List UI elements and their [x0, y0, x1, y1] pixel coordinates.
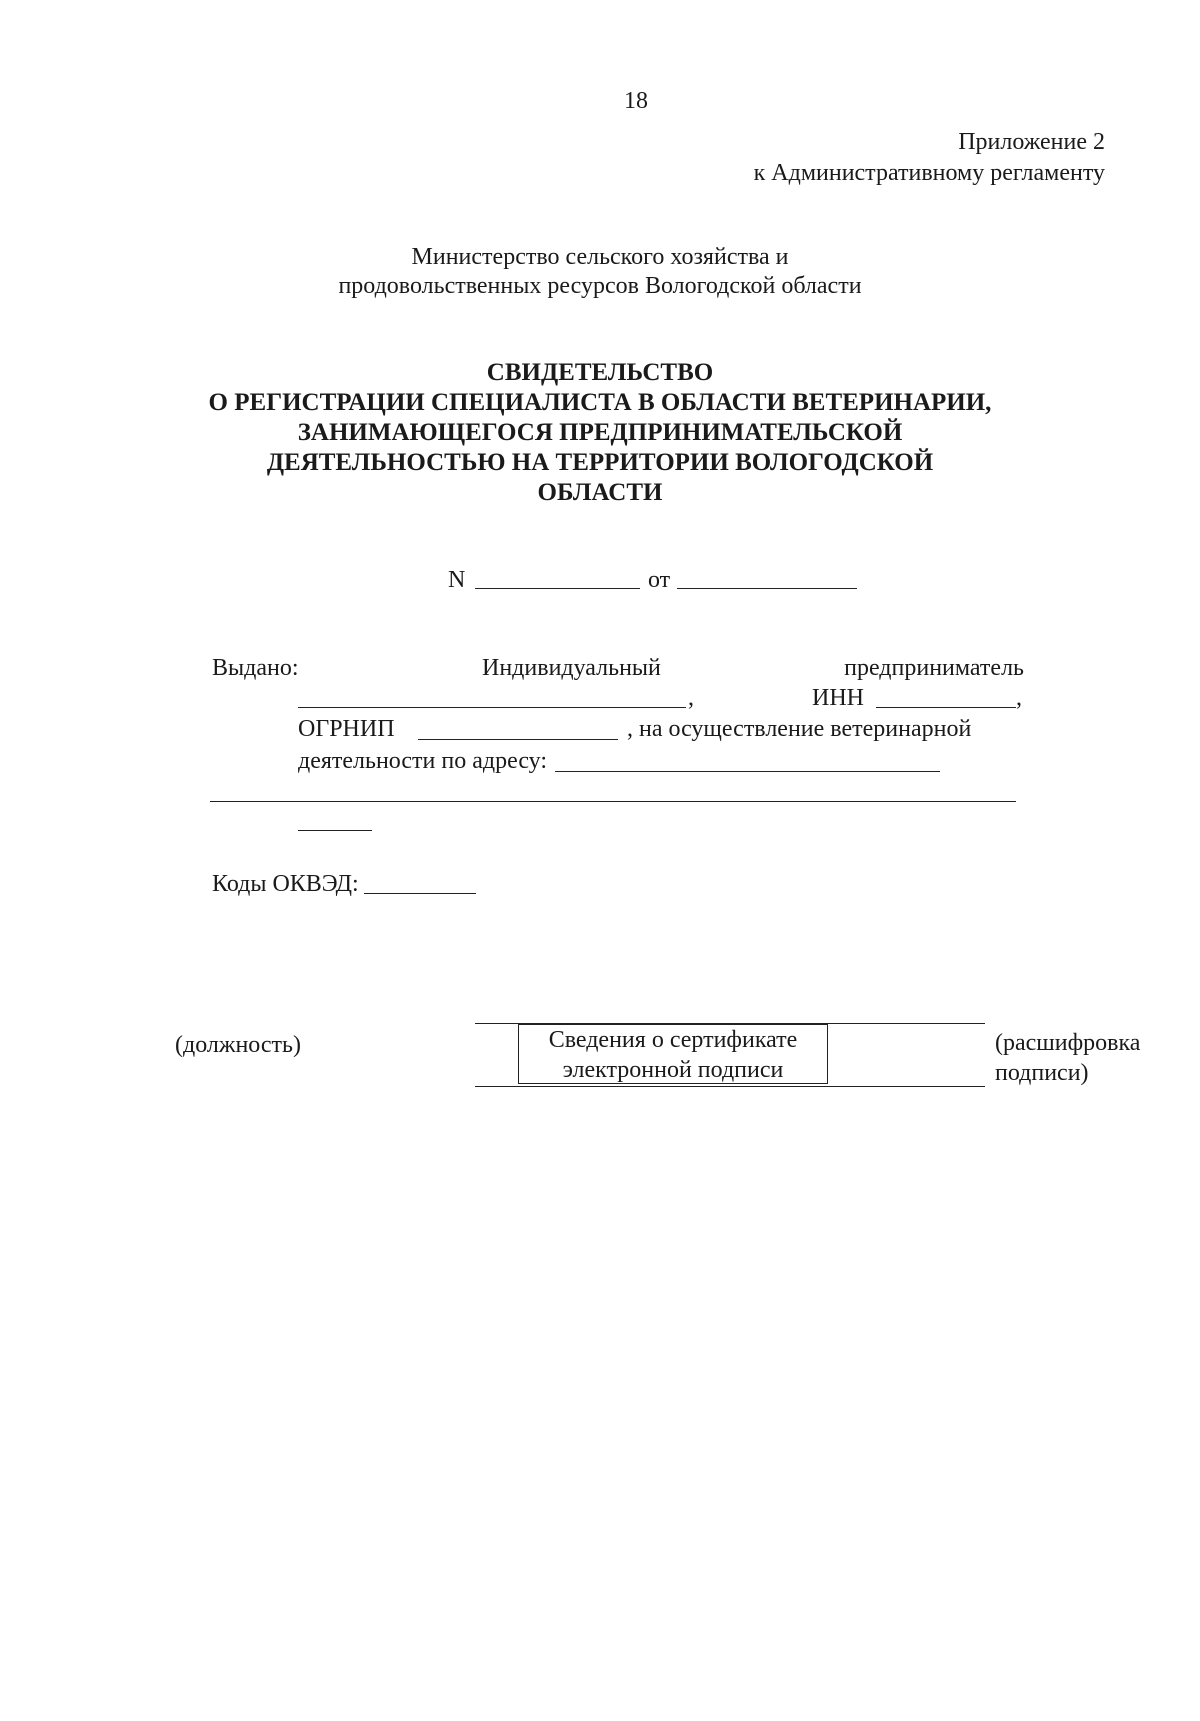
cert-line-1: Сведения о сертификате [548, 1027, 798, 1053]
okved-blank [364, 893, 476, 894]
issued-word-entrepreneur: предприниматель [844, 655, 1024, 681]
issued-label: Выдано: [212, 655, 299, 681]
annex-line-2: к Административному регламенту [753, 160, 1105, 186]
date-from-label: от [648, 567, 671, 593]
date-blank [677, 588, 857, 589]
address-continuation-line [210, 801, 1016, 802]
title-line-5: ОБЛАСТИ [537, 479, 663, 506]
e-signature-certificate-box [518, 1024, 828, 1084]
entrepreneur-name-blank [298, 707, 686, 708]
ogrnip-label: ОГРНИП [298, 716, 395, 742]
position-label: (должность) [175, 1032, 301, 1058]
number-label: N [448, 567, 466, 593]
ogrnip-blank [418, 739, 618, 740]
inn-label: ИНН [812, 685, 864, 711]
cert-line-2: электронной подписи [562, 1057, 784, 1083]
comma-2: , [1016, 685, 1022, 711]
activity-purpose-text: , на осуществление ветеринарной [627, 716, 972, 742]
signature-decode-line-2: подписи) [995, 1060, 1089, 1086]
title-line-1: СВИДЕТЕЛЬСТВО [486, 359, 714, 386]
annex-line-1: Приложение 2 [958, 129, 1105, 155]
number-blank [475, 588, 640, 589]
inn-blank [876, 707, 1016, 708]
page-number: 18 [624, 88, 648, 114]
issued-word-individual: Индивидуальный [482, 655, 661, 681]
title-line-4: ДЕЯТЕЛЬНОСТЬЮ НА ТЕРРИТОРИИ ВОЛОГОДСКОЙ [266, 449, 934, 476]
title-line-3: ЗАНИМАЮЩЕГОСЯ ПРЕДПРИНИМАТЕЛЬСКОЙ [297, 419, 903, 446]
ministry-line-1: Министерство сельского хозяйства и [411, 244, 789, 270]
ministry-line-2: продовольственных ресурсов Вологодской области [338, 273, 862, 299]
okved-label: Коды ОКВЭД: [212, 871, 359, 897]
title-line-2: О РЕГИСТРАЦИИ СПЕЦИАЛИСТА В ОБЛАСТИ ВЕТЕРИНАРИИ, [208, 389, 992, 416]
comma-1: , [688, 685, 694, 711]
signature-decode-line-1: (расшифровка [995, 1030, 1141, 1056]
address-continuation-short-line [298, 830, 372, 831]
signature-bottom-line [475, 1086, 985, 1087]
address-blank [555, 771, 940, 772]
address-label: деятельности по адресу: [298, 748, 548, 774]
